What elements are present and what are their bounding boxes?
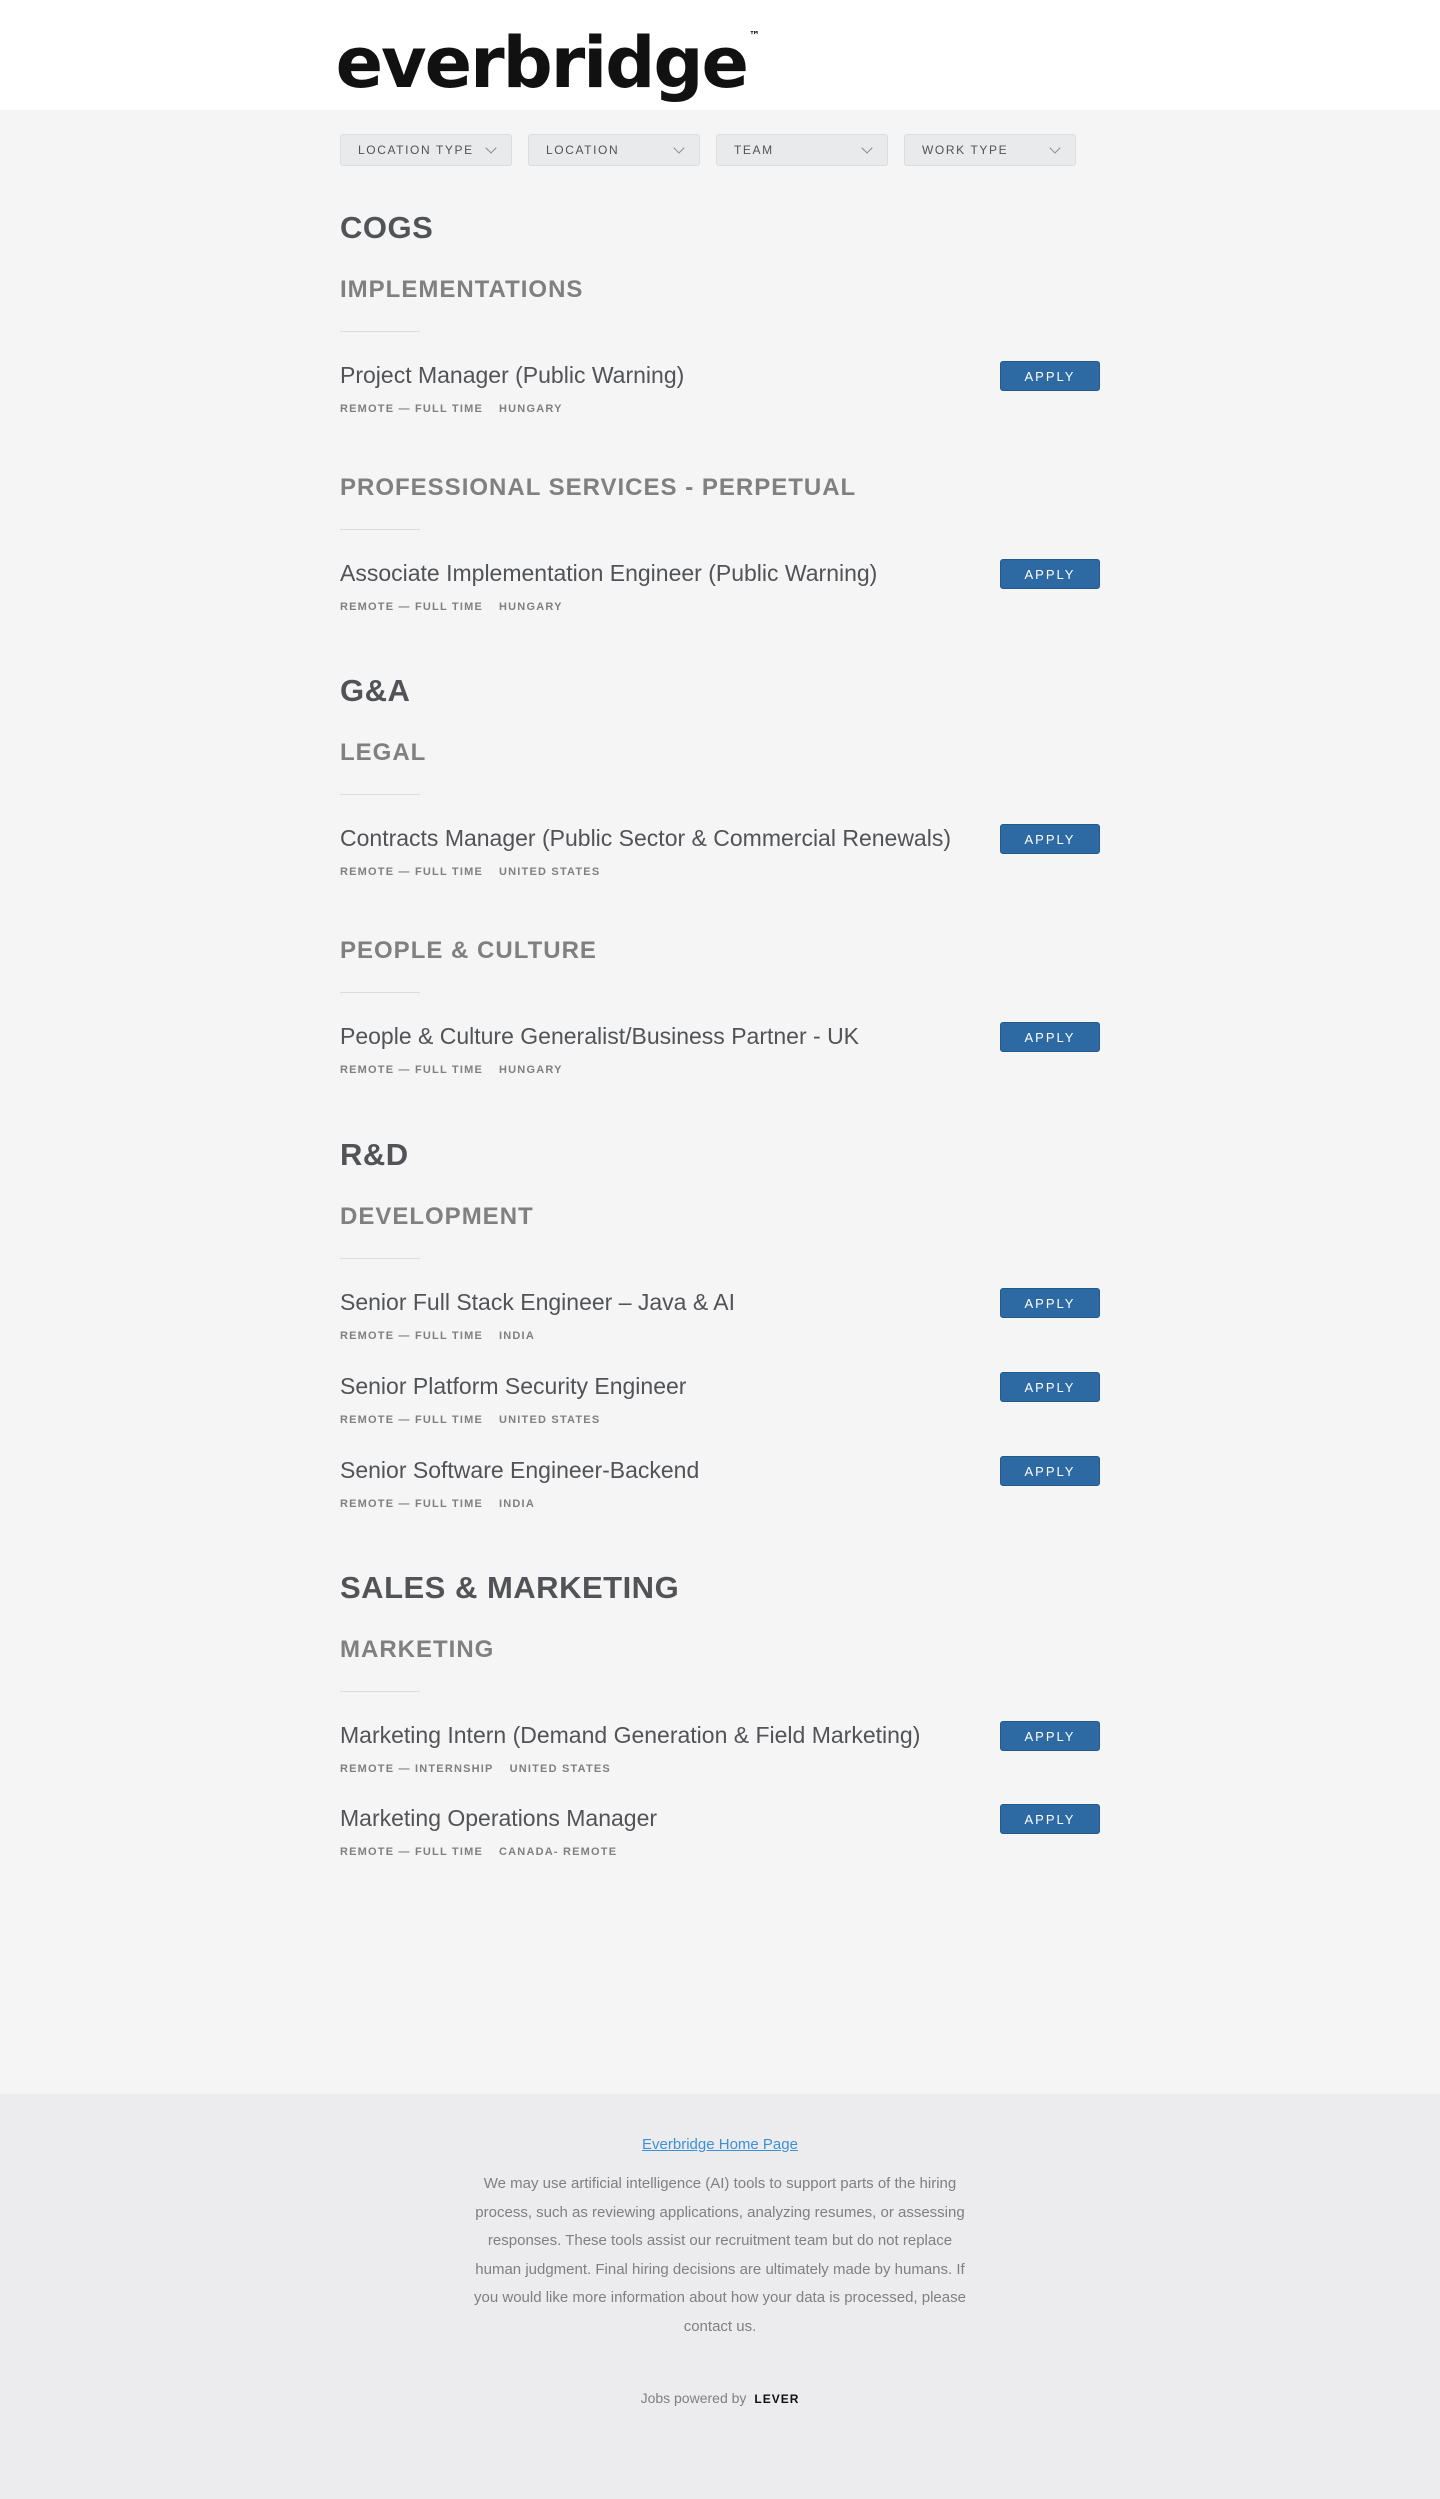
filter-location-type[interactable] bbox=[340, 134, 512, 166]
job-title-link[interactable]: Senior Software Engineer-Backend bbox=[340, 1457, 700, 1483]
job-meta bbox=[340, 1330, 535, 1342]
chevron-down-icon bbox=[485, 142, 496, 153]
job-meta bbox=[340, 1064, 563, 1076]
ai-notice-text: We may use artificial intelligence (AI) tools to support parts of the hiring process, such as reviewing applications, analyzing resumes, or assessing responses. These tools assist our recruitment team but do not replace human judgment. Final hiring decisions are ultimately made by humans. If you would like more information about how your data is processed, please contact us. bbox=[474, 2175, 966, 2335]
filter-label: TEAM bbox=[734, 143, 774, 157]
filter-bar bbox=[340, 134, 1076, 166]
job-workplace: REMOTE — FULL TIME bbox=[340, 601, 484, 613]
job-title-link[interactable]: Marketing Intern (Demand Generation & Field Marketing) bbox=[340, 1722, 921, 1748]
job-title-link[interactable]: Contracts Manager (Public Sector & Commercial Renewals) bbox=[340, 825, 951, 851]
apply-button[interactable]: APPLY bbox=[1000, 1288, 1100, 1318]
filter-label: LOCATION bbox=[546, 143, 620, 157]
divider bbox=[340, 794, 420, 795]
logo-wordmark: everbridge bbox=[335, 22, 747, 104]
everbridge-home-link[interactable]: Everbridge Home Page bbox=[642, 2136, 798, 2153]
team-heading: LEGAL bbox=[340, 739, 427, 766]
job-location: UNITED STATES bbox=[499, 866, 601, 878]
filter-label: WORK TYPE bbox=[922, 143, 1009, 157]
job-location: HUNGARY bbox=[499, 403, 563, 415]
job-workplace: REMOTE — FULL TIME bbox=[340, 403, 484, 415]
job-location: INDIA bbox=[499, 1498, 535, 1510]
team-heading: PEOPLE & CULTURE bbox=[340, 937, 597, 964]
job-workplace: REMOTE — FULL TIME bbox=[340, 1414, 484, 1426]
site-footer bbox=[0, 2094, 1440, 2499]
apply-button[interactable]: APPLY bbox=[1000, 1372, 1100, 1402]
job-meta bbox=[340, 1498, 535, 1510]
apply-button[interactable]: APPLY bbox=[1000, 559, 1100, 589]
team-heading: PROFESSIONAL SERVICES - PERPETUAL bbox=[340, 474, 857, 501]
department-heading: R&D bbox=[340, 1137, 409, 1172]
trademark-symbol: ™ bbox=[749, 29, 760, 42]
divider bbox=[340, 529, 420, 530]
job-workplace: REMOTE — FULL TIME bbox=[340, 1498, 484, 1510]
team-heading: IMPLEMENTATIONS bbox=[340, 276, 584, 303]
job-workplace: REMOTE — INTERNSHIP bbox=[340, 1763, 494, 1775]
job-meta bbox=[340, 1846, 617, 1858]
job-location: UNITED STATES bbox=[499, 1414, 601, 1426]
job-meta bbox=[340, 403, 563, 415]
apply-button[interactable]: APPLY bbox=[1000, 1721, 1100, 1751]
job-location: CANADA- REMOTE bbox=[499, 1846, 618, 1858]
filter-work-type[interactable] bbox=[904, 134, 1076, 166]
job-location: UNITED STATES bbox=[509, 1763, 611, 1775]
divider bbox=[340, 331, 420, 332]
job-title-link[interactable]: People & Culture Generalist/Business Partner - UK bbox=[340, 1023, 860, 1049]
team-heading: DEVELOPMENT bbox=[340, 1203, 534, 1230]
chevron-down-icon bbox=[861, 142, 872, 153]
job-location: INDIA bbox=[499, 1330, 535, 1342]
job-workplace: REMOTE — FULL TIME bbox=[340, 1846, 484, 1858]
apply-button[interactable]: APPLY bbox=[1000, 1804, 1100, 1834]
job-location: HUNGARY bbox=[499, 1064, 563, 1076]
department-heading: COGS bbox=[340, 210, 434, 245]
divider bbox=[340, 992, 420, 993]
filter-location[interactable] bbox=[528, 134, 700, 166]
powered-by-text: Jobs powered by bbox=[640, 2390, 747, 2406]
apply-button[interactable]: APPLY bbox=[1000, 361, 1100, 391]
chevron-down-icon bbox=[673, 142, 684, 153]
site-header bbox=[0, 0, 1440, 110]
job-meta bbox=[340, 1414, 600, 1426]
job-workplace: REMOTE — FULL TIME bbox=[340, 1064, 484, 1076]
chevron-down-icon bbox=[1049, 142, 1060, 153]
job-title-link[interactable]: Marketing Operations Manager bbox=[340, 1805, 658, 1831]
filter-team[interactable] bbox=[716, 134, 888, 166]
filter-label: LOCATION TYPE bbox=[358, 143, 474, 157]
job-meta bbox=[340, 601, 563, 613]
apply-button[interactable]: APPLY bbox=[1000, 1456, 1100, 1486]
powered-by bbox=[0, 2390, 1440, 2406]
job-title-link[interactable]: Senior Platform Security Engineer bbox=[340, 1373, 687, 1399]
team-heading: MARKETING bbox=[340, 1636, 495, 1663]
divider bbox=[340, 1691, 420, 1692]
job-meta bbox=[340, 1763, 611, 1775]
apply-button[interactable]: APPLY bbox=[1000, 824, 1100, 854]
department-heading: SALES & MARKETING bbox=[340, 1570, 680, 1605]
job-workplace: REMOTE — FULL TIME bbox=[340, 866, 484, 878]
job-workplace: REMOTE — FULL TIME bbox=[340, 1330, 484, 1342]
everbridge-logo[interactable] bbox=[335, 16, 760, 104]
home-link-row bbox=[0, 2136, 1440, 2154]
job-meta bbox=[340, 866, 600, 878]
job-title-link[interactable]: Senior Full Stack Engineer – Java & AI bbox=[340, 1289, 736, 1315]
job-location: HUNGARY bbox=[499, 601, 563, 613]
lever-logo[interactable]: LEVER bbox=[754, 2392, 800, 2406]
apply-button[interactable]: APPLY bbox=[1000, 1022, 1100, 1052]
department-heading: G&A bbox=[340, 673, 411, 708]
divider bbox=[340, 1258, 420, 1259]
job-title-link[interactable]: Associate Implementation Engineer (Public Warning) bbox=[340, 560, 878, 586]
job-title-link[interactable]: Project Manager (Public Warning) bbox=[340, 362, 685, 388]
